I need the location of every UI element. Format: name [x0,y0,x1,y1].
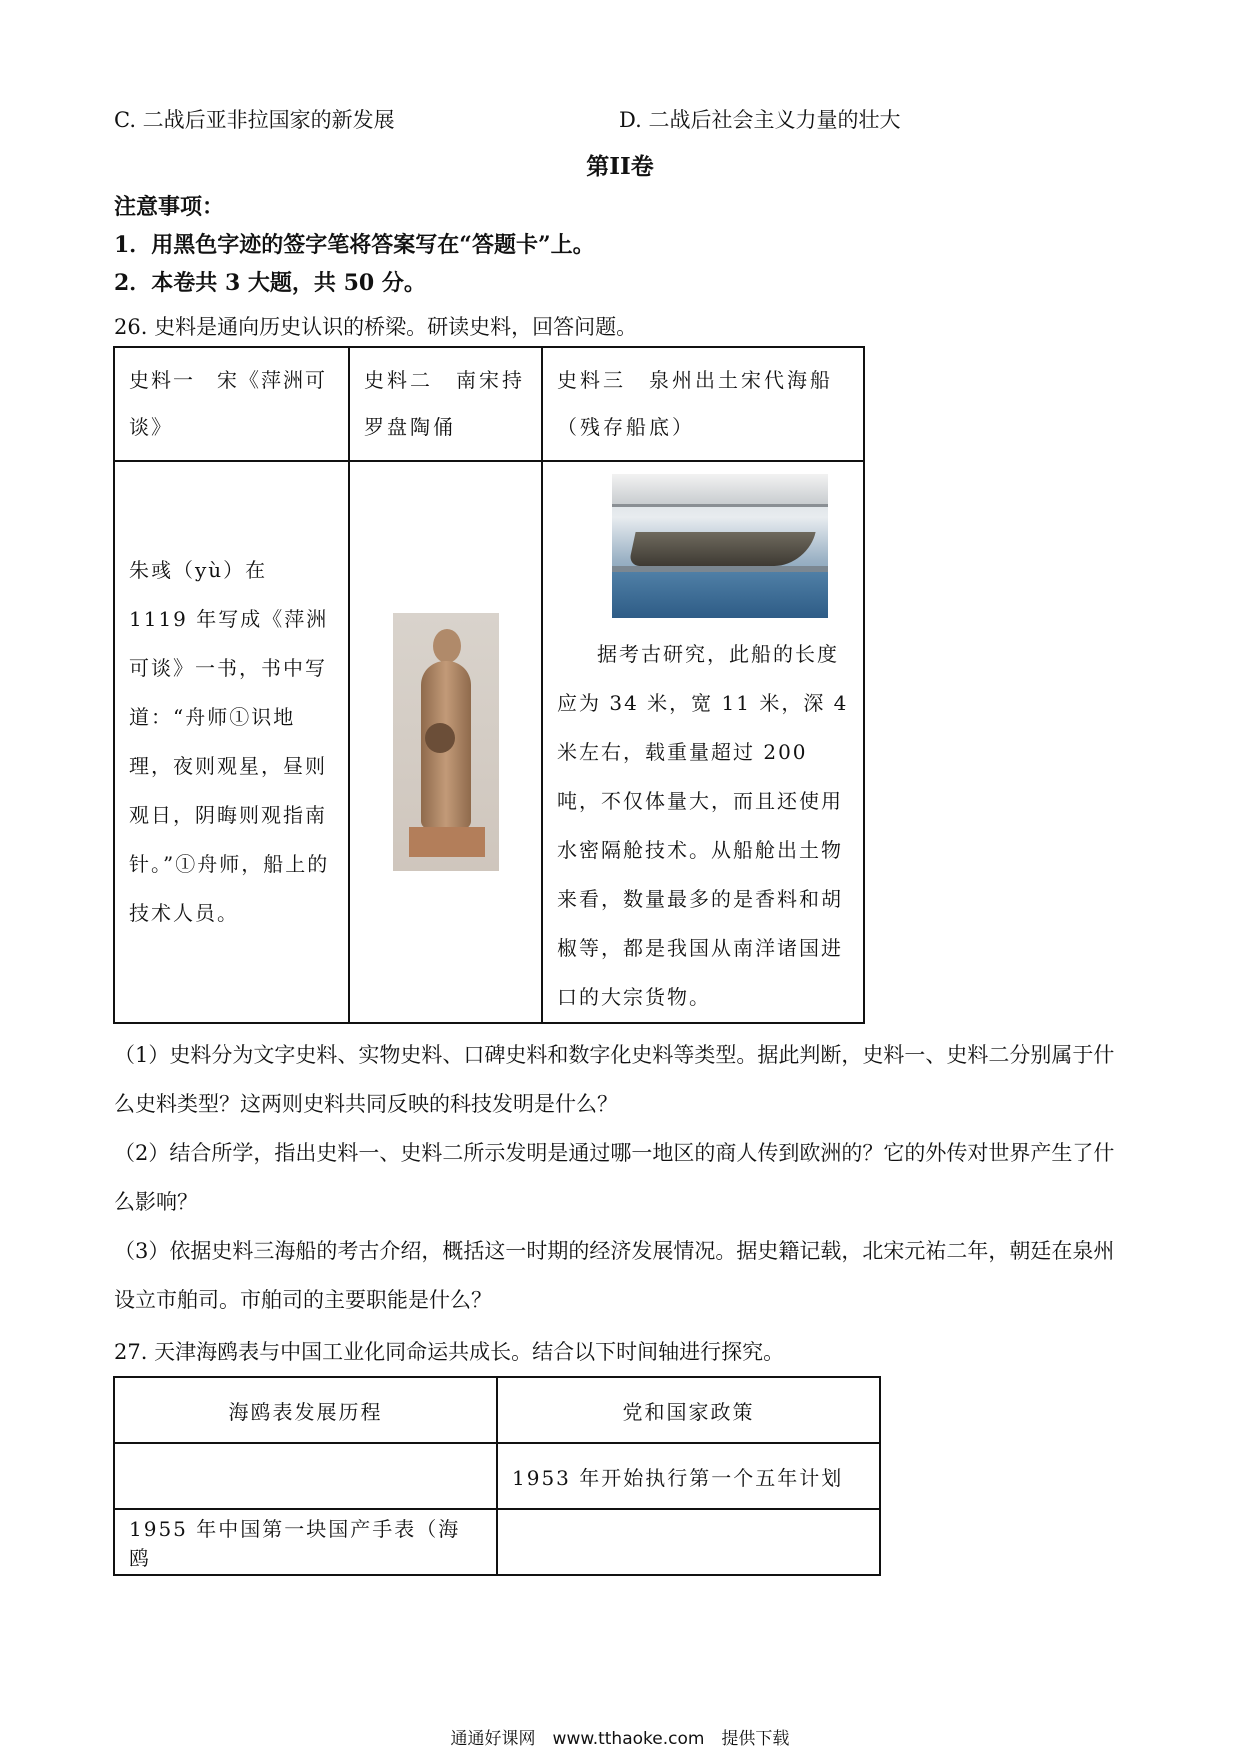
compass-disc [425,723,455,753]
page-footer: 通通好课网 www.tthaoke.com 提供下载 [450,1729,790,1749]
sources-table-header-row [114,347,864,461]
source-1-text: 朱彧（yù）在 1119 年写成《萍洲可谈》一书，书中写道：“舟师①识地理，夜则观星，昼则观日，阴晦则观指南针。”①舟师，船上的技术人员。 [114,461,349,1023]
timeline-header-left: 海鸥表发展历程 [114,1377,497,1443]
question-27-stem: 27. 天津海鸥表与中国工业化同命运共成长。结合以下时间轴进行探究。 [114,1340,785,1364]
timeline-row [114,1509,880,1575]
timeline-cell [497,1509,880,1575]
ship-hull [628,532,815,566]
source-2-cell [349,461,542,1023]
source-3-cell [542,461,864,1023]
timeline-cell: 1955 年中国第一块国产手表（海鸥 [114,1509,497,1575]
compass-figurine-image [393,613,499,871]
timeline-cell: 1953 年开始执行第一个五年计划 [497,1443,880,1509]
source-3-text: 据考古研究，此船的长度应为 34 米，宽 11 米，深 4 米左右，载重量超过 200 吨，不仅体量大，而且还使用水密隔舱技术。从船舱出土物来看，数量最多的是香料和胡椒等，都是我国从南洋诸国进口的大宗货物。 [557,642,849,1009]
sources-table [113,346,865,1024]
timeline-table [113,1376,881,1576]
timeline-row [114,1443,880,1509]
source-1-header: 史料一 宋《萍洲可谈》 [114,347,349,461]
question-26-stem: 26. 史料是通向历史认识的桥梁。研读史料，回答问题。 [114,315,638,339]
timeline-cell [114,1443,497,1509]
timeline-header-row [114,1377,880,1443]
figurine-head [433,629,461,663]
notice-heading: 注意事项： [114,194,225,220]
timeline-header-right: 党和国家政策 [497,1377,880,1443]
subquestion-1: （1）史料分为文字史料、实物史料、口碑史料和数字化史料等类型。据此判断，史料一、史料二分别属于什么史料类型？这两则史料共同反映的科技发明是什么？ [114,1043,1115,1116]
section-title: 第II卷 [586,153,654,180]
source-2-header: 史料二 南宋持罗盘陶俑 [349,347,542,461]
subquestion-2: （2）结合所学，指出史料一、史料二所示发明是通过哪一地区的商人传到欧洲的？它的外传对世界产生了什么影响？ [114,1141,1115,1214]
source-3-header: 史料三 泉州出土宋代海船（残存船底） [542,347,864,461]
notice-item-2: 2．本卷共 3 大题，共 50 分。 [114,270,426,296]
option-c: C. 二战后亚非拉国家的新发展 [114,108,395,132]
answer-options [114,104,901,134]
option-d: D. 二战后社会主义力量的壮大 [619,108,901,132]
subquestion-3: （3）依据史料三海船的考古介绍，概括这一时期的经济发展情况。据史籍记载，北宋元祐二年，朝廷在泉州设立市舶司。市舶司的主要职能是什么？ [114,1239,1115,1312]
museum-roof [612,474,828,507]
figurine-base [409,827,485,857]
display-pool [612,572,828,618]
sources-table-body-row [114,461,864,1023]
notice-item-1: 1．用黑色字迹的签字笔将答案写在“答题卡”上。 [114,232,595,258]
song-ship-image [612,474,828,618]
